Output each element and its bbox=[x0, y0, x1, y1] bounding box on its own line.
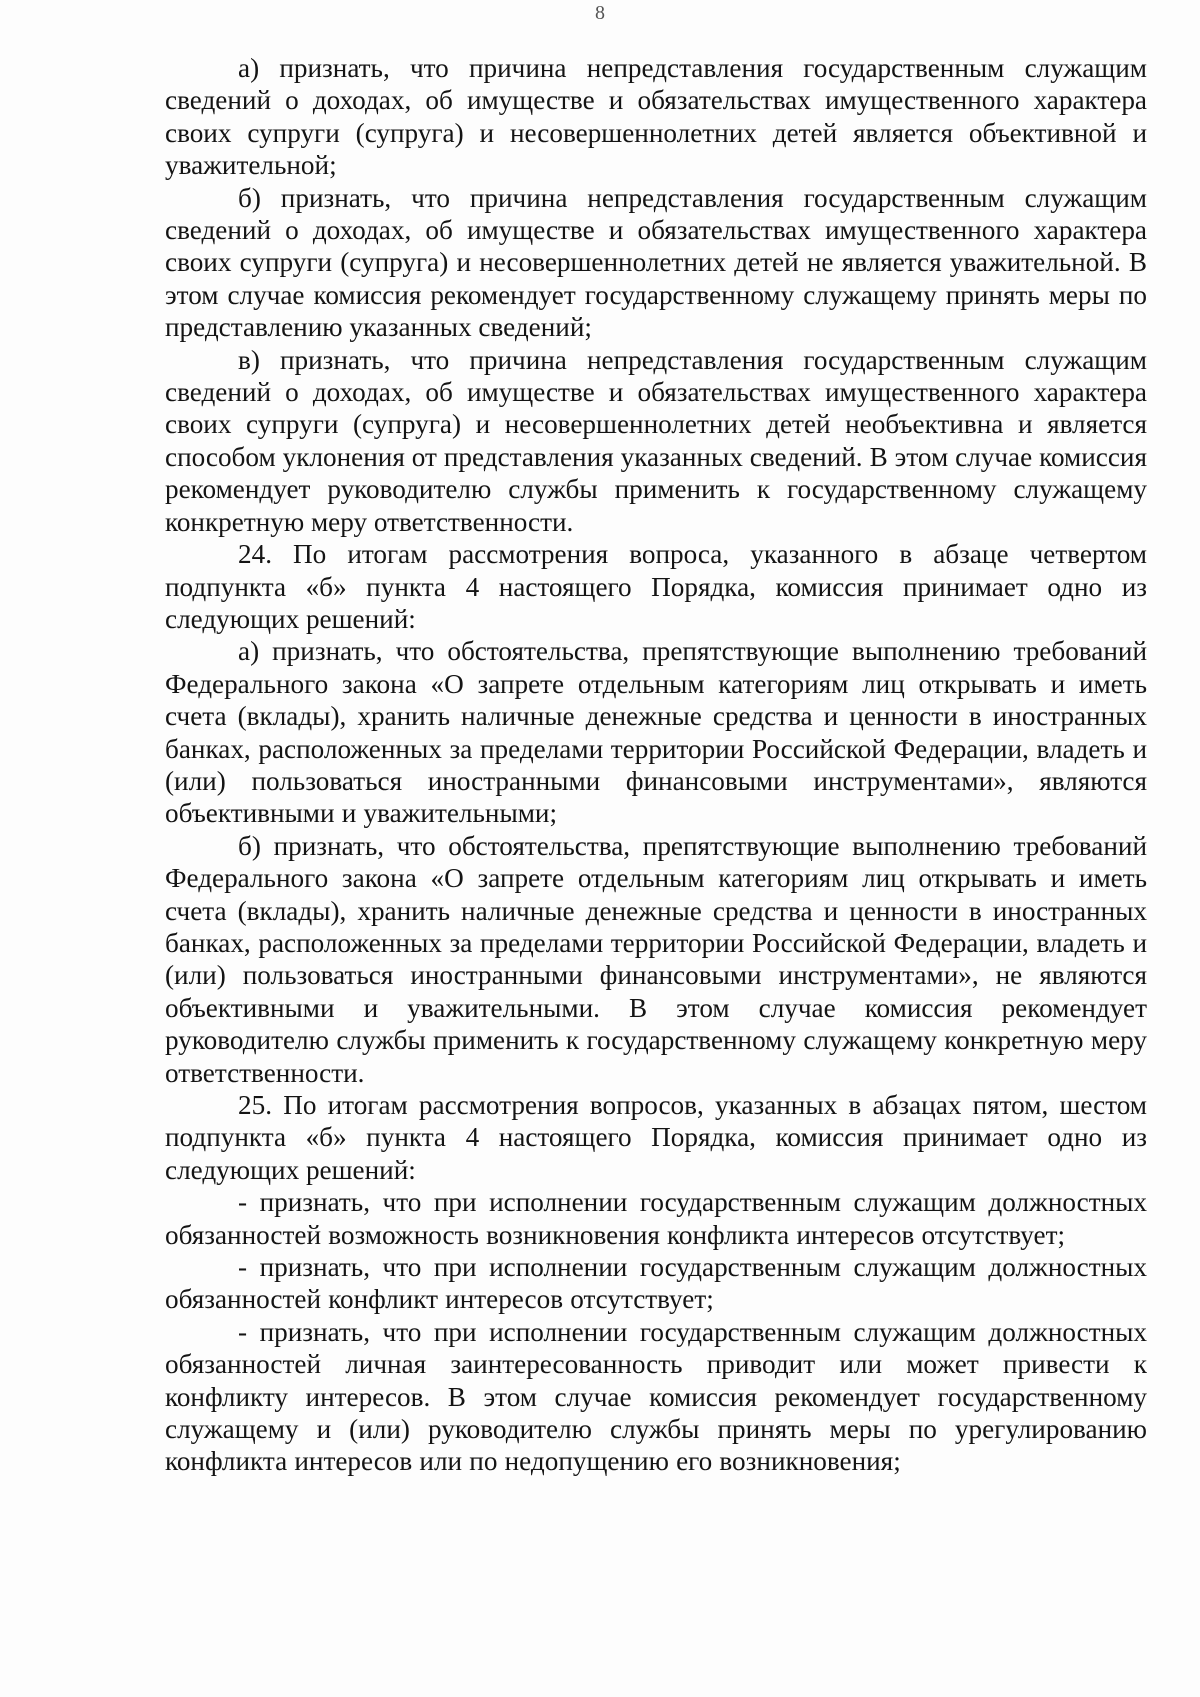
paragraph-23v: в) признать, что причина непредставления государственным служащим сведений о доходах, об имуществе и обязательствах имущественного характера своих супруги (супруга) и несовершеннолетних детей необъективна и является способом уклонения от представления указанных сведений. В этом случае комиссия рекомендует руководителю службы применить к государственному служащему конкретную меру ответственности. bbox=[165, 344, 1147, 537]
paragraph-24a: а) признать, что обстоятельства, препятствующие выполнению требований Федерального закона «О запрете отдельным категориям лиц открывать и иметь счета (вклады), хранить наличные денежные средства и ценности в иностранных банках, расположенных за пределами территории Российской Федерации, владеть и (или) пользоваться иностранными финансовыми инструментами», являются объективными и уважительными; bbox=[165, 636, 1147, 829]
paragraph-23a: а) признать, что причина непредставления государственным служащим сведений о доходах, об имуществе и обязательствах имущественного характера своих супруги (супруга) и несовершеннолетних детей является объективной и уважительной; bbox=[165, 53, 1147, 181]
page-number: 8 bbox=[595, 2, 605, 24]
paragraph-25-item-1: - признать, что при исполнении государственным служащим должностных обязанностей возможность возникновения конфликта интересов отсутствует; bbox=[165, 1187, 1147, 1250]
paragraph-25-item-2: - признать, что при исполнении государственным служащим должностных обязанностей конфликт интересов отсутствует; bbox=[165, 1252, 1147, 1315]
paragraph-25: 25. По итогам рассмотрения вопросов, указанных в абзацах пятом, шестом подпункта «б» пункта 4 настоящего Порядка, комиссия принимает одно из следующих решений: bbox=[165, 1090, 1147, 1185]
paragraph-24b: б) признать, что обстоятельства, препятствующие выполнению требований Федерального закона «О запрете отдельным категориям лиц открывать и иметь счета (вклады), хранить наличные денежные средства и ценности в иностранных банках, расположенных за пределами территории Российской Федерации, владеть и (или) пользоваться иностранными финансовыми инструментами», не являются объективными и уважительными. В этом случае комиссия рекомендует руководителю службы применить к государственному служащему конкретную меру ответственности. bbox=[165, 830, 1147, 1088]
paragraph-24: 24. По итогам рассмотрения вопроса, указанного в абзаце четвертом подпункта «б» пункта 4 настоящего Порядка, комиссия принимает одно из следующих решений: bbox=[165, 539, 1147, 634]
paragraph-23b: б) признать, что причина непредставления государственным служащим сведений о доходах, об имуществе и обязательствах имущественного характера своих супруги (супруга) и несовершеннолетних детей не является уважительной. В этом случае комиссия рекомендует государственному служащему принять меры по представлению указанных сведений; bbox=[165, 182, 1147, 343]
document-body bbox=[165, 52, 1147, 1478]
paragraph-25-item-3: - признать, что при исполнении государственным служащим должностных обязанностей личная заинтересованность приводит или может привести к конфликту интересов. В этом случае комиссия рекомендует государственному служащему и (или) руководителю службы принять меры по урегулированию конфликта интересов или по недопущению его возникновения; bbox=[165, 1316, 1147, 1477]
